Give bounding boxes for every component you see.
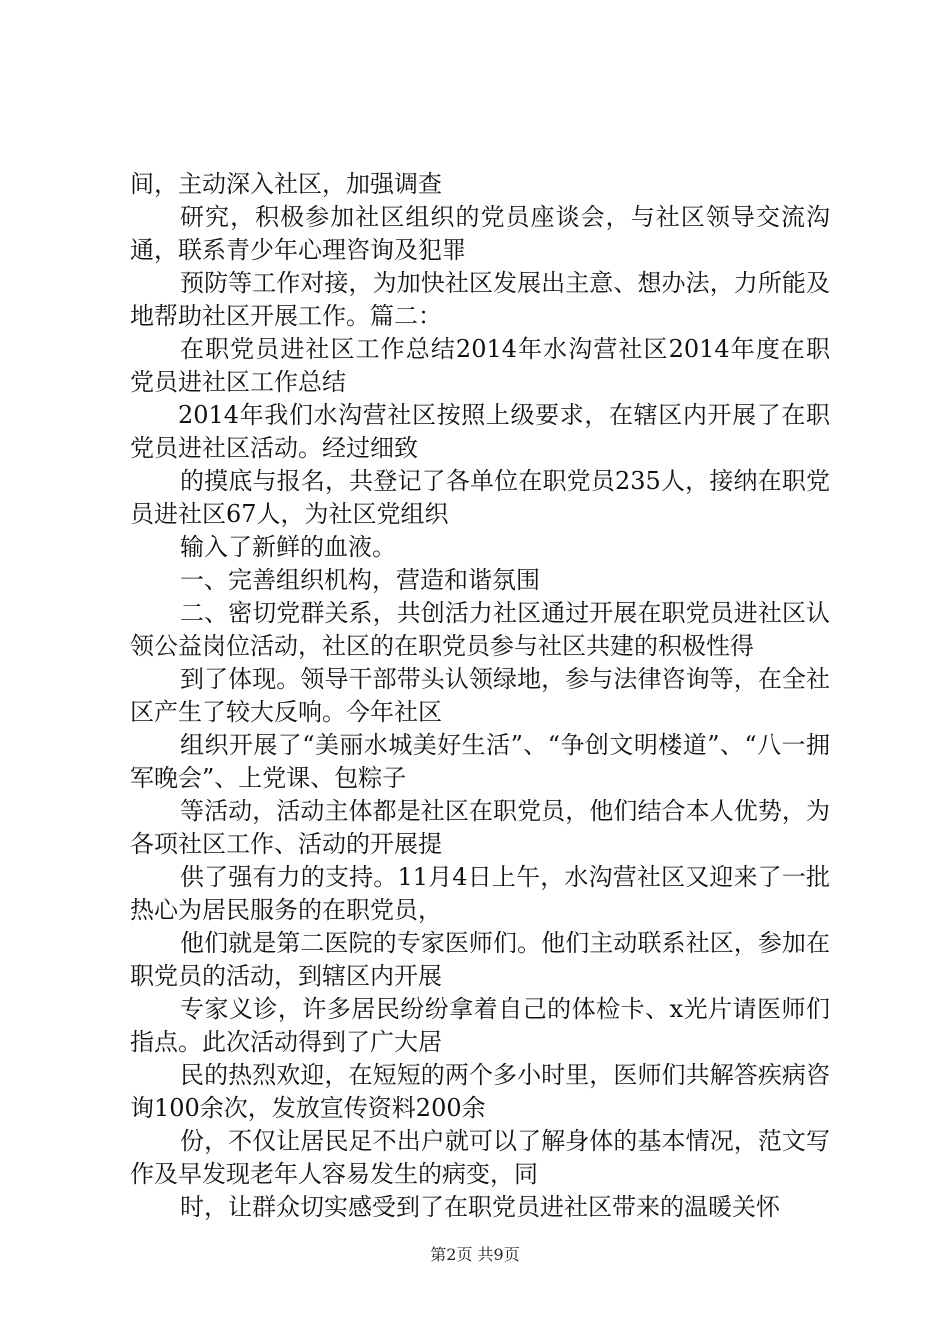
paragraph-17: 份，不仅让居民足不出户就可以了解身体的基本情况，范文写作及早发现老年人容易发生的病变，同 — [130, 1127, 830, 1188]
paragraph-14: 他们就是第二医院的专家医师们。他们主动联系社区，参加在职党员的活动，到辖区内开展 — [130, 929, 830, 990]
paragraph-6: 的摸底与报名，共登记了各单位在职党员235人，接纳在职党员进社区67人，为社区党组织 — [130, 467, 830, 528]
paragraph-10: 到了体现。领导干部带头认领绿地，参与法律咨询等，在全社区产生了较大反响。今年社区 — [130, 665, 830, 726]
document-body — [130, 168, 830, 1224]
paragraph-3: 预防等工作对接，为加快社区发展出主意、想办法，力所能及地帮助社区开展工作。篇二： — [130, 269, 830, 330]
paragraph-1: 间，主动深入社区，加强调查 — [130, 170, 442, 198]
paragraph-7: 输入了新鲜的血液。 — [180, 533, 396, 561]
paragraph-2: 研究，积极参加社区组织的党员座谈会，与社区领导交流沟通，联系青少年心理咨询及犯罪 — [130, 203, 830, 264]
paragraph-9: 二、密切党群关系，共创活力社区通过开展在职党员进社区认领公益岗位活动，社区的在职党员参与社区共建的积极性得 — [130, 599, 830, 660]
paragraph-5: 2014年我们水沟营社区按照上级要求，在辖区内开展了在职党员进社区活动。经过细致 — [130, 401, 830, 462]
paragraph-18: 时，让群众切实感受到了在职党员进社区带来的温暖关怀 — [180, 1193, 780, 1221]
paragraph-13: 供了强有力的支持。11月4日上午，水沟营社区又迎来了一批热心为居民服务的在职党员， — [130, 863, 830, 924]
paragraph-4: 在职党员进社区工作总结2014年水沟营社区2014年度在职党员进社区工作总结 — [130, 335, 830, 396]
paragraph-16: 民的热烈欢迎，在短短的两个多小时里，医师们共解答疾病咨询100余次，发放宣传资料200余 — [130, 1061, 830, 1122]
paragraph-15: 专家义诊，许多居民纷纷拿着自己的体检卡、x光片请医师们指点。此次活动得到了广大居 — [130, 995, 830, 1056]
paragraph-11: 组织开展了“美丽水城美好生活”、“争创文明楼道”、“八一拥军晚会”、上党课、包粽子 — [130, 731, 830, 792]
page-number-footer: 第2页 共9页 — [430, 1245, 520, 1264]
paragraph-8: 一、完善组织机构，营造和谐氛围 — [180, 566, 540, 594]
paragraph-12: 等活动，活动主体都是社区在职党员，他们结合本人优势，为各项社区工作、活动的开展提 — [130, 797, 830, 858]
